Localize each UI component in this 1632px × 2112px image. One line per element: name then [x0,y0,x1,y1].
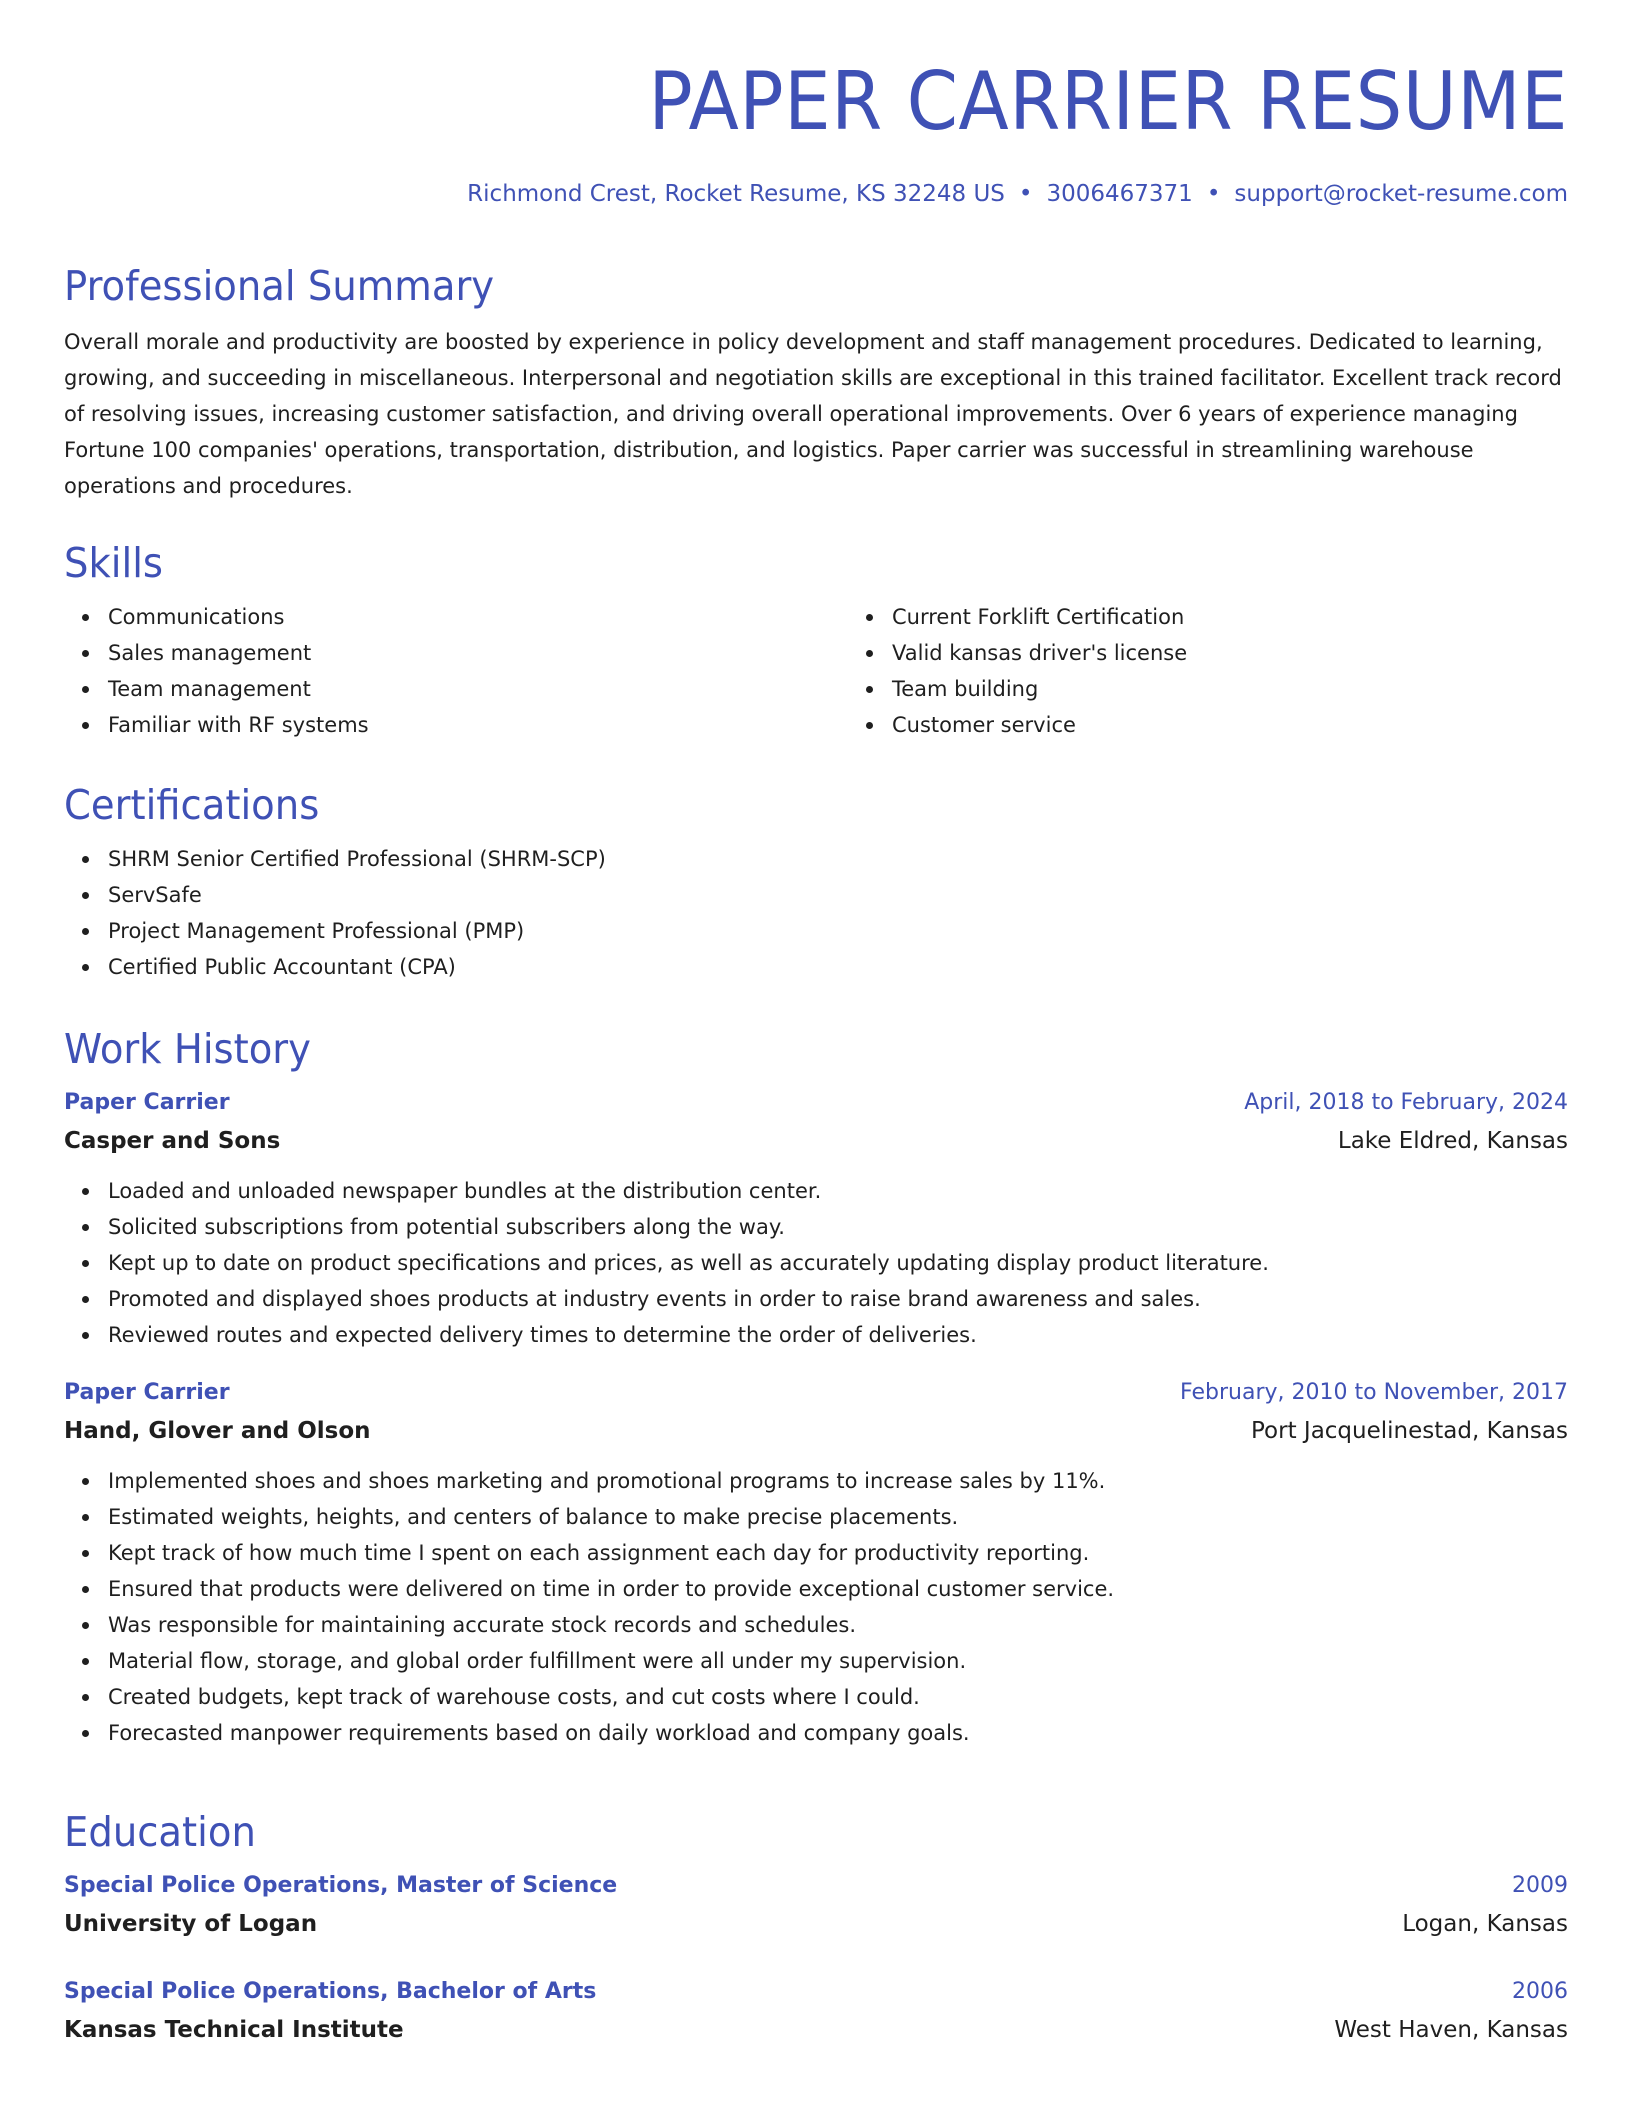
list-item: Customer service [892,707,1632,743]
skills-list-left [64,599,848,743]
list-item: Implemented shoes and shoes marketing and promotional programs to increase sales by 11%. [108,1463,1568,1499]
education-entry [64,1868,1568,1944]
skills-list-right [848,599,1632,743]
contact-line [467,178,1568,210]
contact-address: Richmond Crest, Rocket Resume, KS 32248 US [467,181,1005,207]
list-item: Material flow, storage, and global order fulfillment were all under my supervision. [108,1643,1568,1679]
section-title-certifications: Certifications [64,781,320,829]
list-item: SHRM Senior Certified Professional (SHRM-SCP) [108,841,1568,877]
contact-separator: • [1018,181,1033,207]
list-item: Team management [108,671,848,707]
list-item: Familiar with RF systems [108,707,848,743]
list-item: Reviewed routes and expected delivery times to determine the order of deliveries. [108,1317,1568,1353]
list-item: Kept track of how much time I spent on each assignment each day for productivity reporting. [108,1535,1568,1571]
job-dates: April, 2018 to February, 2024 [1244,1090,1568,1115]
summary-text: Overall morale and productivity are boosted by experience in policy development and staff management procedures. Dedicated to learning, growing, and succeeding in miscellaneous. Interpersonal and negotiation skills are exceptional in this trained facilitator. Excellent track record of resolving issues, increasing customer satisfaction, and driving overall operational improvements. Over 6 years of experience managing Fortune 100 companies' operations, transportation, distribution, and logistics. Paper carrier was successful in streamlining warehouse operations and procedures. [64,330,1562,498]
resume-title: PAPER CARRIER RESUME [648,55,1568,148]
contact-email[interactable]: support@rocket-resume.com [1234,181,1568,207]
degree-name: Special Police Operations, Master of Science [64,1873,618,1898]
list-item: Loaded and unloaded newspaper bundles at the distribution center. [108,1173,1568,1209]
job-dates: February, 2010 to November, 2017 [1180,1380,1568,1405]
section-title-summary: Professional Summary [64,262,495,310]
list-item: Current Forklift Certification [892,599,1632,635]
skills-section [64,537,1568,743]
summary-section [64,260,1568,504]
school-name: Kansas Technical Institute [64,2017,404,2043]
job-title: Paper Carrier [64,1090,230,1115]
education-header [64,1974,1568,2010]
section-title-skills: Skills [64,539,163,587]
list-item: Created budgets, kept track of warehouse costs, and cut costs where I could. [108,1679,1568,1715]
education-subheader [64,2010,1568,2050]
job-header [64,1375,1568,1411]
list-item: Sales management [108,635,848,671]
employer-name: Hand, Glover and Olson [64,1418,371,1444]
job-subheader [64,1411,1568,1451]
job-entry [64,1375,1568,1751]
graduation-year: 2006 [1512,1979,1568,2004]
list-item: ServSafe [108,877,1568,913]
job-bullets [64,1463,1568,1751]
education-header [64,1868,1568,1904]
list-item: Estimated weights, heights, and centers of balance to make precise placements. [108,1499,1568,1535]
school-location: Logan, Kansas [1402,1911,1568,1937]
skills-grid [64,599,1568,743]
job-location: Lake Eldred, Kansas [1337,1128,1568,1154]
job-title: Paper Carrier [64,1380,230,1405]
section-title-work-history: Work History [64,1025,311,1073]
school-location: West Haven, Kansas [1334,2017,1568,2043]
list-item: Project Management Professional (PMP) [108,913,1568,949]
job-entry [64,1085,1568,1353]
list-item: Communications [108,599,848,635]
list-item: Forecasted manpower requirements based on daily workload and company goals. [108,1715,1568,1751]
list-item: Solicited subscriptions from potential subscribers along the way. [108,1209,1568,1245]
job-header [64,1085,1568,1121]
employer-name: Casper and Sons [64,1128,281,1154]
list-item: Team building [892,671,1632,707]
list-item: Ensured that products were delivered on time in order to provide exceptional customer service. [108,1571,1568,1607]
certifications-list [64,841,1568,985]
contact-separator: • [1206,181,1221,207]
section-title-education: Education [64,1808,256,1856]
list-item: Promoted and displayed shoes products at industry events in order to raise brand awareness and sales. [108,1281,1568,1317]
graduation-year: 2009 [1512,1873,1568,1898]
list-item: Valid kansas driver's license [892,635,1632,671]
education-subheader [64,1904,1568,1944]
degree-name: Special Police Operations, Bachelor of Arts [64,1979,597,2004]
education-entry [64,1974,1568,2050]
job-bullets [64,1173,1568,1353]
school-name: University of Logan [64,1911,318,1937]
contact-phone[interactable]: 3006467371 [1046,181,1193,207]
list-item: Certified Public Accountant (CPA) [108,949,1568,985]
certifications-section [64,779,1568,985]
list-item: Kept up to date on product specifications and prices, as well as accurately updating display product literature. [108,1245,1568,1281]
job-location: Port Jacquelinestad, Kansas [1251,1418,1568,1444]
work-history-section [64,1023,1568,1751]
education-section [64,1806,1568,2050]
job-subheader [64,1121,1568,1161]
list-item: Was responsible for maintaining accurate stock records and schedules. [108,1607,1568,1643]
